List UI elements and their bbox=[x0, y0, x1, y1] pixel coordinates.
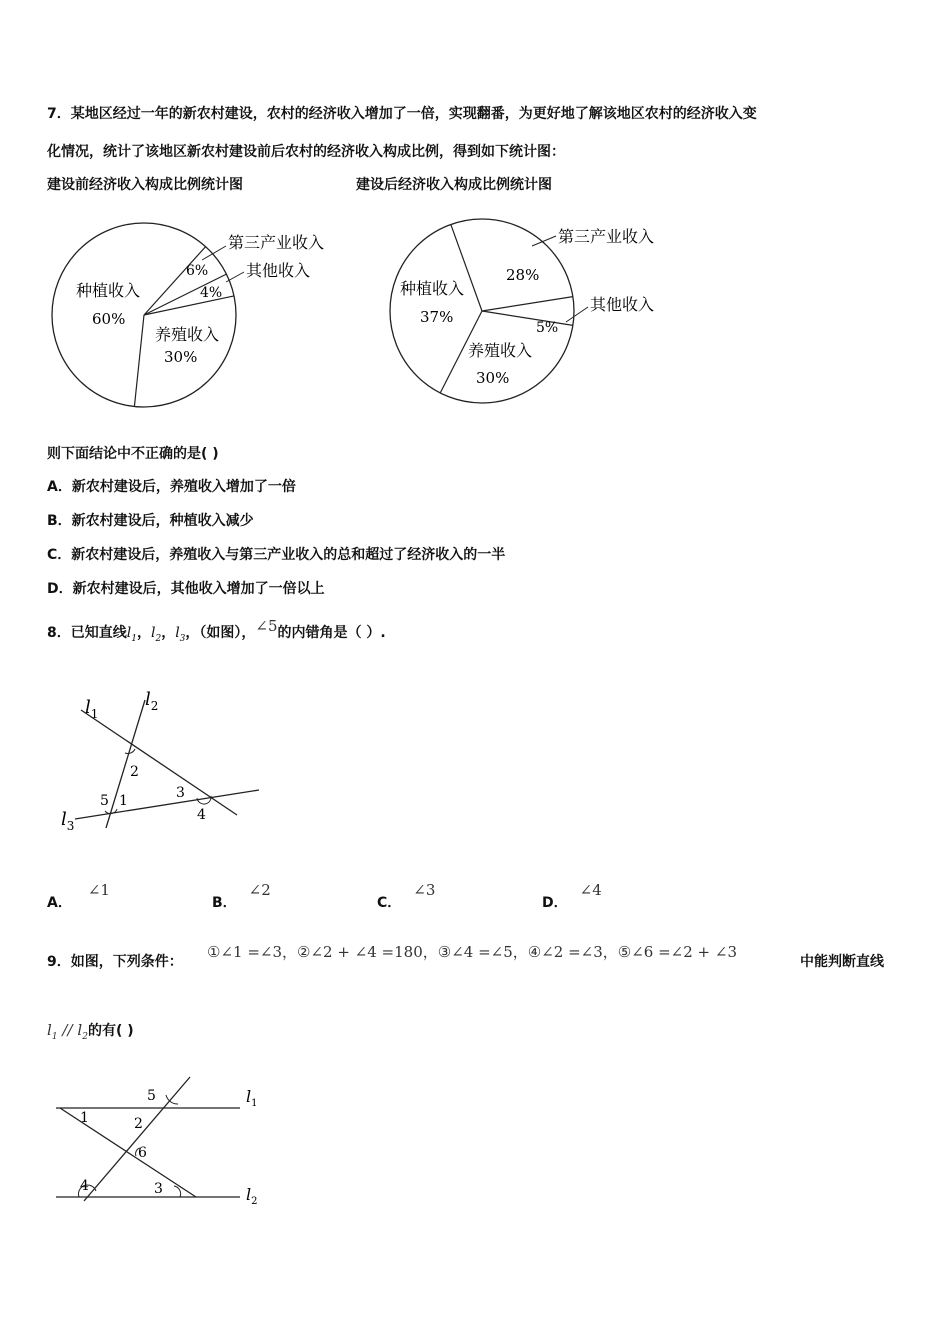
q7-option-d[interactable]: D．新农村建设后，其他收入增加了一倍以上 bbox=[47, 581, 325, 597]
pie-after-label-tertiary: 第三产业收入 bbox=[558, 227, 655, 246]
q7-text-line2: 化情况，统计了该地区新农村建设前后农村的经济收入构成比例，得到如下统计图： bbox=[47, 144, 565, 160]
q8-l2: $l_2$ bbox=[150, 625, 162, 644]
pie-chart-after bbox=[380, 210, 710, 420]
q7-question: 则下面结论中不正确的是( ) bbox=[47, 446, 219, 462]
q8-fig-l3-label: $l_3$ bbox=[61, 809, 75, 833]
q8-prefix: 8．已知直线 bbox=[47, 625, 127, 641]
q9-fig-l2-label: $l_2$ bbox=[246, 1185, 258, 1207]
pie-before-leader-other bbox=[226, 272, 244, 282]
pie-before-value-tertiary: 6% bbox=[186, 263, 209, 279]
pie-before-label-other: 其他收入 bbox=[246, 261, 311, 280]
pie-before-label-planting: 种植收入 bbox=[76, 281, 141, 300]
q8-fig-angle-5: 5 bbox=[100, 793, 109, 809]
q7-option-b[interactable]: B．新农村建设后，种植收入减少 bbox=[47, 513, 254, 529]
q9-fig-l1-label: $l_1$ bbox=[246, 1087, 258, 1109]
q9-l1: $l_1$ bbox=[47, 1021, 58, 1042]
q8-l3: $l_3$ bbox=[175, 625, 186, 644]
q9-l2: $l_2$ bbox=[77, 1021, 88, 1042]
q8-fig-angle-4: 4 bbox=[197, 807, 206, 823]
q7-option-c[interactable]: C．新农村建设后，养殖收入与第三产业收入的总和超过了经济收入的一半 bbox=[47, 547, 506, 563]
q9-line2 bbox=[47, 1020, 134, 1042]
pie-before-label-tertiary: 第三产业收入 bbox=[228, 233, 325, 252]
q7-text-line1: 7．某地区经过一年的新农村建设，农村的经济收入增加了一倍，实现翻番，为更好地了解该地区农村的经济收入变 bbox=[47, 106, 757, 122]
q8-option-d[interactable]: D．∠4 bbox=[542, 881, 602, 911]
q8-figure bbox=[55, 685, 275, 845]
q8-l1: $l_1$ bbox=[126, 625, 137, 644]
q8-option-a[interactable]: A．∠1 bbox=[47, 881, 110, 911]
pie-before-slice-boundary-1 bbox=[144, 247, 209, 315]
pie-before-value-breeding: 30% bbox=[164, 348, 198, 366]
q9-fig-angle-3: 3 bbox=[154, 1181, 163, 1197]
pie-after-value-other: 5% bbox=[536, 320, 559, 336]
pie-before-value-other: 4% bbox=[200, 285, 223, 301]
q8-sep-2: ， bbox=[161, 625, 176, 641]
q9-conditions: ①∠1 =∠3，②∠2 + ∠4 =180，③∠4 =∠5，④∠2 =∠3，⑤∠6 =∠2 + ∠3 bbox=[207, 943, 737, 961]
pie-after-slice-boundary-1 bbox=[451, 224, 482, 311]
pie-after-slice-boundary-2 bbox=[482, 297, 573, 311]
q8-suffix: 的内错角是（ ）. bbox=[277, 625, 386, 641]
q9-fig-angle-6: 6 bbox=[138, 1145, 147, 1161]
q9-fig-angle-4: 4 bbox=[80, 1178, 89, 1194]
q8-angle5: ∠5 bbox=[255, 617, 278, 635]
q8-fig-angle-1: 1 bbox=[119, 793, 128, 809]
pie-after-leader-tertiary bbox=[532, 236, 556, 246]
q9-arc-3 bbox=[174, 1186, 181, 1197]
pie-after-value-tertiary: 28% bbox=[506, 266, 540, 284]
q9-parallel: // bbox=[62, 1021, 73, 1039]
q8-sep-1: ， bbox=[136, 625, 151, 641]
chart-title-after: 建设后经济收入构成比例统计图 bbox=[356, 177, 552, 193]
pie-after-label-breeding: 养殖收入 bbox=[468, 341, 533, 360]
q9-prefix: 9．如图，下列条件： bbox=[47, 954, 183, 970]
q8-stem bbox=[47, 617, 386, 644]
q8-fig-l2-label: $l_2$ bbox=[145, 689, 159, 713]
q9-suffix: 中能判断直线 bbox=[800, 954, 884, 970]
q9-fig-angle-5: 5 bbox=[147, 1088, 156, 1104]
pie-after-value-breeding: 30% bbox=[476, 369, 510, 387]
pie-before-slice-boundary-0 bbox=[134, 315, 144, 407]
chart-title-before: 建设前经济收入构成比例统计图 bbox=[47, 177, 243, 193]
pie-before-value-planting: 60% bbox=[92, 310, 126, 328]
q8-fig-angle-3: 3 bbox=[176, 785, 185, 801]
pie-before-label-breeding: 养殖收入 bbox=[155, 325, 220, 344]
q9-fig-angle-1: 1 bbox=[80, 1110, 89, 1126]
q8-option-c[interactable]: C．∠3 bbox=[377, 881, 436, 911]
pie-chart-before bbox=[40, 210, 360, 420]
pie-after-label-other: 其他收入 bbox=[590, 295, 655, 314]
q9-figure bbox=[50, 1070, 270, 1210]
q8-fig-angle-2: 2 bbox=[130, 764, 139, 780]
pie-after-slice-boundary-3 bbox=[482, 311, 573, 325]
q7-option-a[interactable]: A．新农村建设后，养殖收入增加了一倍 bbox=[47, 479, 296, 495]
pie-after-label-planting: 种植收入 bbox=[400, 279, 465, 298]
q8-fig-l1-label: $l_1$ bbox=[85, 697, 99, 721]
pie-after-value-planting: 37% bbox=[420, 308, 454, 326]
q8-middle: ，（如图）， bbox=[185, 625, 256, 641]
q9-fig-angle-2: 2 bbox=[134, 1116, 143, 1132]
q9-line2-suffix: 的有( ) bbox=[87, 1023, 134, 1039]
q8-option-b[interactable]: B．∠2 bbox=[212, 881, 271, 911]
pie-after-leader-other bbox=[566, 307, 588, 322]
pie-before-leader-tertiary bbox=[202, 246, 226, 260]
